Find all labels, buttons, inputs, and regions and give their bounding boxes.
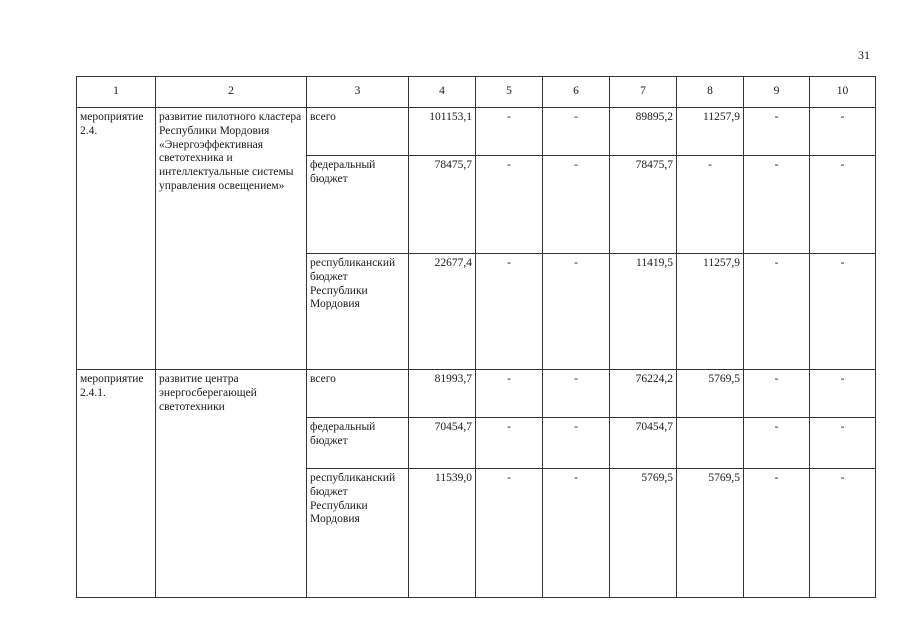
year-value: - (744, 108, 810, 156)
header-cell: 1 (77, 77, 156, 108)
header-row (77, 77, 876, 108)
year-value (677, 418, 744, 469)
year-value: - (476, 156, 543, 254)
table-row (77, 108, 876, 156)
year-value: - (476, 108, 543, 156)
header-cell: 4 (409, 77, 476, 108)
header-cell: 2 (156, 77, 307, 108)
budget-table (76, 76, 876, 598)
year-value: 11257,9 (677, 108, 744, 156)
year-value: - (476, 418, 543, 469)
year-value: - (677, 156, 744, 254)
header-cell: 8 (677, 77, 744, 108)
page-number: 31 (858, 48, 870, 62)
activity-code: мероприятие 2.4. (77, 108, 156, 370)
activity-title: развитие центра энергосберегающей светотехники (156, 370, 307, 598)
funding-source: федеральный бюджет (307, 418, 409, 469)
funding-source: федеральный бюджет (307, 156, 409, 254)
year-value: - (744, 254, 810, 370)
year-value: - (744, 469, 810, 598)
year-value: 5769,5 (677, 370, 744, 418)
year-value: - (543, 254, 610, 370)
year-value: - (810, 370, 876, 418)
activity-title: развитие пилотного кластера Республики Мордовия «Энергоэффективная светотехника и интеллектуальные системы управления освещением» (156, 108, 307, 370)
year-value: 76224,2 (610, 370, 677, 418)
total-value: 22677,4 (409, 254, 476, 370)
year-value: - (810, 469, 876, 598)
header-cell: 10 (810, 77, 876, 108)
year-value: 78475,7 (610, 156, 677, 254)
table-row (77, 370, 876, 418)
funding-source: республиканский бюджет Республики Мордовия (307, 469, 409, 598)
year-value: 11257,9 (677, 254, 744, 370)
year-value: 5769,5 (610, 469, 677, 598)
year-value: - (744, 370, 810, 418)
funding-source: республиканский бюджет Республики Мордовия (307, 254, 409, 370)
year-value: - (810, 254, 876, 370)
year-value: - (476, 370, 543, 418)
year-value: - (543, 469, 610, 598)
total-value: 78475,7 (409, 156, 476, 254)
year-value: - (744, 156, 810, 254)
funding-source: всего (307, 108, 409, 156)
total-value: 11539,0 (409, 469, 476, 598)
year-value: - (543, 108, 610, 156)
year-value: - (744, 418, 810, 469)
year-value: 11419,5 (610, 254, 677, 370)
activity-code: мероприятие 2.4.1. (77, 370, 156, 598)
year-value: 5769,5 (677, 469, 744, 598)
header-cell: 9 (744, 77, 810, 108)
year-value: 70454,7 (610, 418, 677, 469)
total-value: 101153,1 (409, 108, 476, 156)
total-value: 70454,7 (409, 418, 476, 469)
year-value: - (543, 156, 610, 254)
total-value: 81993,7 (409, 370, 476, 418)
year-value: - (810, 418, 876, 469)
funding-source: всего (307, 370, 409, 418)
header-cell: 3 (307, 77, 409, 108)
year-value: - (810, 156, 876, 254)
year-value: - (810, 108, 876, 156)
year-value: - (476, 469, 543, 598)
header-cell: 6 (543, 77, 610, 108)
year-value: 89895,2 (610, 108, 677, 156)
header-cell: 7 (610, 77, 677, 108)
year-value: - (476, 254, 543, 370)
header-cell: 5 (476, 77, 543, 108)
year-value: - (543, 370, 610, 418)
year-value: - (543, 418, 610, 469)
